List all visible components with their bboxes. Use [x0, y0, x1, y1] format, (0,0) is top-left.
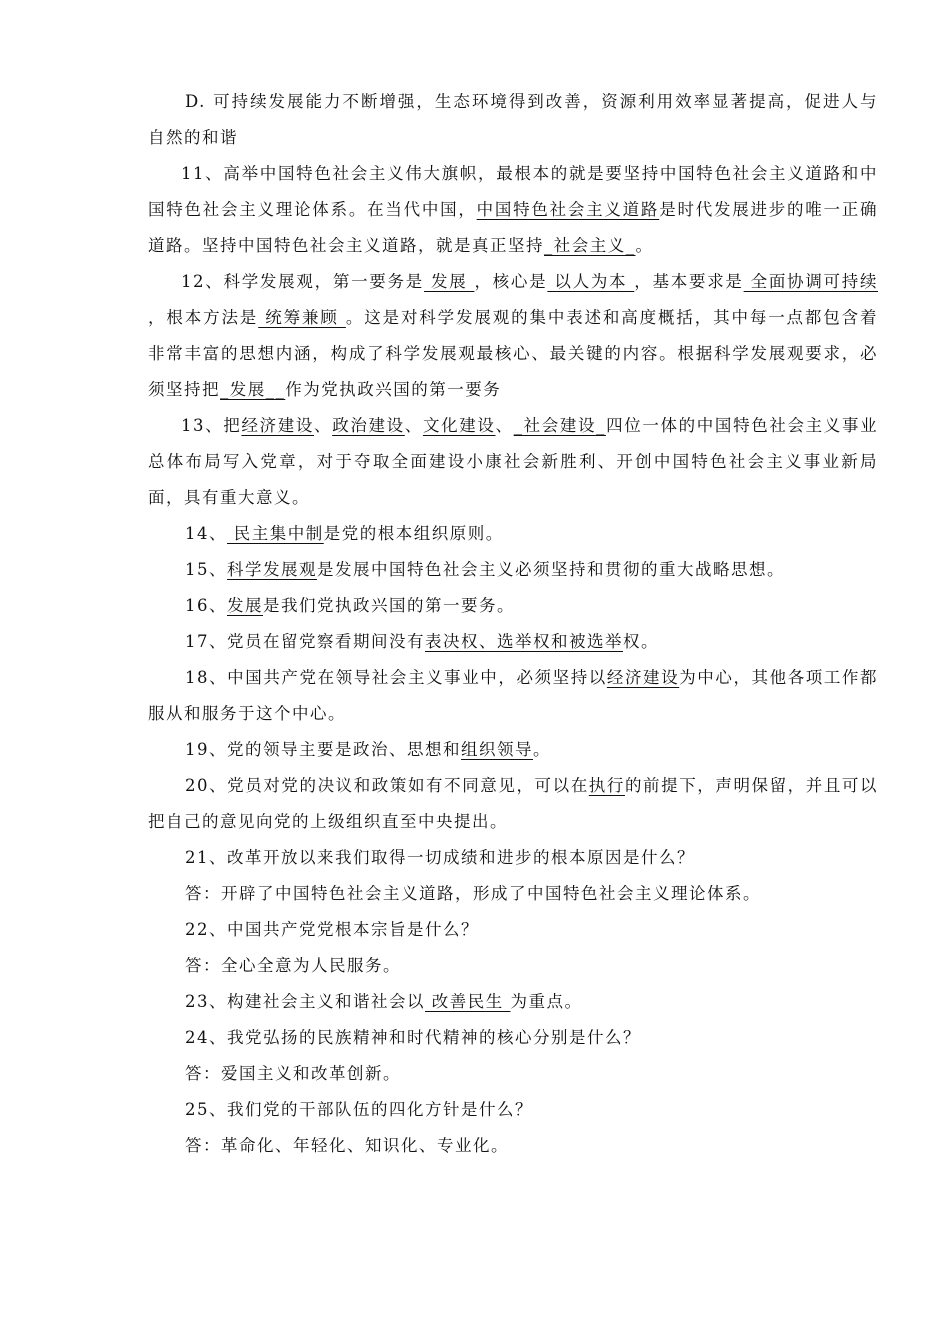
- blank-answer: 经济建设: [241, 416, 315, 435]
- item-11-paragraph: 11、高举中国特色社会主义伟大旗帜，最根本的就是要坚持中国特色社会主义道路和中国特色社会主义理论体系。在当代中国，中国特色社会主义道路是时代发展进步的唯一正确道路。坚持中国特色社会主义道路，就是真正坚持_社会主义_。: [148, 164, 879, 255]
- item-18-paragraph: 18、中国共产党在领导社会主义事业中，必须坚持以经济建设为中心，其他各项工作都服从和服务于这个中心。: [148, 668, 879, 723]
- blank-answer: _社会主义_: [544, 236, 636, 255]
- blank-answer: 执行: [588, 776, 625, 795]
- item-16-paragraph: 16、发展是我们党执政兴国的第一要务。: [185, 596, 515, 615]
- blank-answer: 发展: [227, 596, 263, 615]
- item-21-answer: 答：开辟了中国特色社会主义道路，形成了中国特色社会主义理论体系。: [185, 884, 761, 903]
- item-22-question: 22、中国共产党党根本宗旨是什么？: [185, 920, 479, 939]
- blank-answer: 表决权、选举权和被选举: [425, 632, 623, 651]
- item-13-paragraph: 13、把经济建设、政治建设、文化建设、_社会建设_四位一体的中国特色社会主义事业总体布局写入党章，对于夺取全面建设小康社会新胜利、开创中国特色社会主义事业新局面，具有重大意义。: [148, 416, 879, 507]
- blank-answer: 发展: [424, 272, 475, 291]
- blank-answer: _社会建设_: [513, 416, 606, 435]
- document-body: [148, 84, 878, 1164]
- blank-answer: _发展__: [220, 380, 286, 399]
- blank-answer: 全面协调可持续: [743, 272, 879, 291]
- item-17-paragraph: 17、党员在留党察看期间没有表决权、选举权和被选举权。: [185, 632, 659, 651]
- blank-answer: 民主集中制: [227, 524, 324, 543]
- blank-answer: 统筹兼顾: [258, 308, 346, 327]
- item-20-paragraph: 20、党员对党的决议和政策如有不同意见，可以在执行的前提下，声明保留，并且可以把自己的意见向党的上级组织直至中央提出。: [148, 776, 879, 831]
- item-19-paragraph: 19、党的领导主要是政治、思想和组织领导。: [185, 740, 551, 759]
- blank-answer: 中国特色社会主义道路: [476, 200, 660, 219]
- blank-answer: 改善民生: [425, 992, 511, 1011]
- blank-answer: 政治建设: [332, 416, 405, 435]
- item-15-paragraph: 15、科学发展观是发展中国特色社会主义必须坚持和贯彻的重大战略思想。: [185, 560, 785, 579]
- item-14-paragraph: 14、 民主集中制是党的根本组织原则。: [185, 524, 504, 543]
- item-22-answer: 答：全心全意为人民服务。: [185, 956, 401, 975]
- item-23-paragraph: 23、构建社会主义和谐社会以 改善民生 为重点。: [185, 992, 583, 1011]
- item-24-question: 24、我党弘扬的民族精神和时代精神的核心分别是什么？: [185, 1028, 641, 1047]
- item-24-answer: 答：爱国主义和改革创新。: [185, 1064, 401, 1083]
- item-25-question: 25、我们党的干部队伍的四化方针是什么？: [185, 1100, 533, 1119]
- item-21-question: 21、改革开放以来我们取得一切成绩和进步的根本原因是什么？: [185, 848, 695, 867]
- blank-answer: 组织领导: [461, 740, 533, 759]
- blank-answer: 文化建设: [422, 416, 496, 435]
- blank-answer: 科学发展观: [227, 560, 317, 579]
- option-d-paragraph: D. 可持续发展能力不断增强，生态环境得到改善，资源利用效率显著提高，促进人与自然的和谐: [148, 92, 878, 147]
- item-12-paragraph: 12、科学发展观，第一要务是 发展 ，核心是 以人为本 ，基本要求是 全面协调可持续 ，根本方法是 统筹兼顾 。这是对科学发展观的集中表述和高度概括，其中每一点都包含着非常丰富的思想内涵，构成了科学发展观最核心、最关键的内容。根据科学发展观要求，必须坚持把_发展__作为党执政兴国的第一要务: [148, 272, 879, 399]
- blank-answer: 经济建设: [606, 668, 680, 687]
- blank-answer: 以人为本: [547, 272, 635, 291]
- item-25-answer: 答：革命化、年轻化、知识化、专业化。: [185, 1136, 509, 1155]
